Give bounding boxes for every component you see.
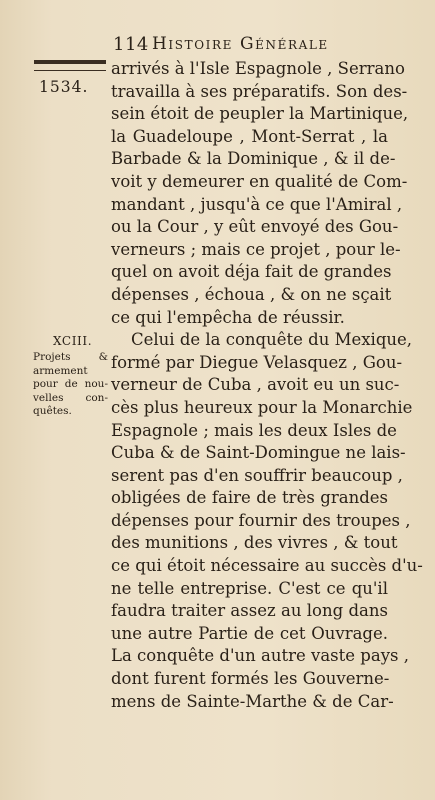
text-line: verneurs ; mais ce projet , pour le- [111,239,401,259]
text-line: Espagnole ; mais les deux Isles de [111,420,397,440]
text-line: dépenses , échoua , & on ne sçait [111,284,392,304]
text-line: travailla à ses préparatifs. Son des- [111,81,408,101]
margin-note-line: velles con- [33,391,108,404]
text-line: serent pas d'en souffrir beaucoup , [111,465,403,485]
page-number: 114 [113,34,149,55]
page-header [0,34,435,58]
margin-note-line: pour de nou- [33,378,108,390]
text-line: ce qui étoit nécessaire au succès d'u- [111,556,423,576]
margin-note-line: quêtes. [33,405,72,417]
text-line: mandant , jusqu'à ce que l'Amiral , [111,194,403,214]
margin-year: 1534. [39,78,89,96]
margin-note-line: armement [33,364,88,377]
text-line: Celui de la conquête du Mexique, [131,330,413,350]
text-line: formé par Diegue Velasquez , Gou- [111,352,403,372]
text-line: dont furent formés les Gouverne- [111,669,390,689]
text-line: obligées de faire de très grandes [111,488,388,508]
text-line: La conquête d'un autre vaste pays , [111,646,409,666]
text-line: ne telle entreprise. C'est ce qu'il [111,578,388,598]
margin-rule-thick [34,60,106,64]
text-line: ce qui l'empêcha de réussir. [111,307,345,327]
text-line: verneur de Cuba , avoit eu un suc- [111,375,400,395]
running-title: Histoire Générale [152,34,329,54]
text-line: des munitions , des vivres , & tout [111,533,398,553]
text-line: dépenses pour fournir des troupes , [111,510,411,530]
margin-rule-thin [34,70,106,71]
text-line: quel on avoit déja fait de grandes [111,262,392,282]
text-line: sein étoit de peupler la Martinique, [111,104,409,124]
text-line: ou la Cour , y eût envoyé des Gou- [111,217,399,237]
section-number: XCIII. [53,334,93,348]
margin-section-note [33,334,108,419]
text-line: Barbade & la Dominique , & il de- [111,149,396,169]
text-line: la Guadeloupe , Mont-Serrat , la [111,126,388,146]
text-line: cès plus heureux pour la Monarchie [111,397,413,417]
margin-note-line: Projets & [33,351,108,363]
text-line: une autre Partie de cet Ouvrage. [111,623,388,643]
text-line: Cuba & de Saint-Domingue ne lais- [111,443,406,463]
text-line: mens de Sainte-Marthe & de Car- [111,691,394,711]
text-line: arrivés à l'Isle Espagnole , Serrano [111,59,405,78]
text-line: faudra traiter assez au long dans [111,601,388,621]
body-text [111,58,423,713]
text-line: voit y demeurer en qualité de Com- [111,171,408,191]
